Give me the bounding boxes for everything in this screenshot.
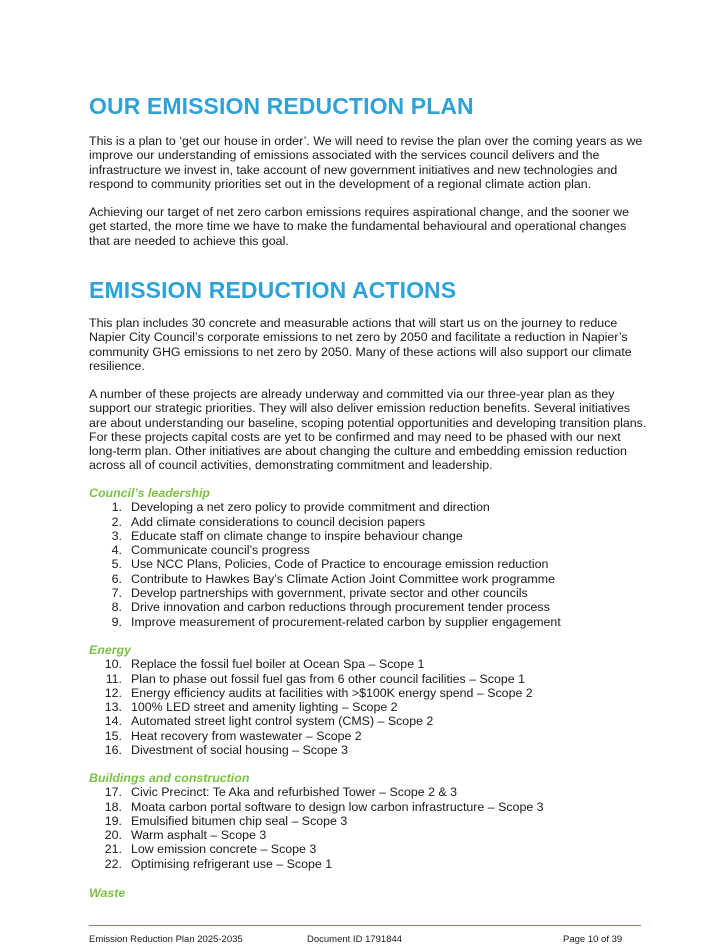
action-text: Plan to phase out fossil fuel gas from 6 other council facilities – Scope 1 <box>131 671 525 686</box>
section-councils-leadership <box>89 486 561 629</box>
action-text: Use NCC Plans, Policies, Code of Practice to encourage emission reduction <box>131 557 549 572</box>
action-list-item <box>89 557 561 571</box>
section-title-waste: Waste <box>89 886 126 900</box>
buildings-action-list <box>89 785 544 871</box>
action-text: Add climate considerations to council decision papers <box>131 514 426 529</box>
action-number: 5. <box>111 557 122 572</box>
action-list-item <box>89 543 561 557</box>
action-text: Develop partnerships with government, private sector and other councils <box>131 586 528 601</box>
action-list-item <box>89 586 561 600</box>
action-list-item <box>89 857 544 871</box>
action-list-item <box>89 743 533 757</box>
action-number: 11. <box>105 671 122 686</box>
action-number: 13. <box>104 700 122 715</box>
action-text: Civic Precinct: Te Aka and refurbished Tower – Scope 2 & 3 <box>131 785 458 800</box>
heading-emission-reduction-plan: OUR EMISSION REDUCTION PLAN <box>89 93 474 119</box>
action-text: Optimising refrigerant use – Scope 1 <box>131 856 333 871</box>
action-number: 1. <box>111 500 122 515</box>
footer-page-number: Page 10 of 39 <box>563 934 623 945</box>
action-text: Energy efficiency audits at facilities with >$100K energy spend – Scope 2 <box>131 685 533 700</box>
action-number: 10. <box>104 657 122 672</box>
section-title-energy: Energy <box>89 643 132 657</box>
action-list-item <box>89 615 561 629</box>
action-number: 9. <box>111 614 122 629</box>
section-waste <box>89 886 125 900</box>
action-list-item <box>89 828 544 842</box>
action-text: Emulsified bitumen chip seal – Scope 3 <box>131 813 348 828</box>
action-number: 14. <box>104 714 122 729</box>
action-text: Drive innovation and carbon reductions through procurement tender process <box>131 600 550 615</box>
action-list-item <box>89 529 561 543</box>
action-number: 22. <box>104 856 122 871</box>
heading-emission-reduction-actions: EMISSION REDUCTION ACTIONS <box>89 277 457 303</box>
action-list-item <box>89 672 533 686</box>
action-number: 16. <box>104 743 122 758</box>
action-list-item <box>89 500 561 514</box>
action-number: 2. <box>111 514 122 529</box>
action-number: 19. <box>104 813 122 828</box>
footer-document-title: Emission Reduction Plan 2025-2035 <box>89 934 243 945</box>
section-energy <box>89 643 533 757</box>
leadership-action-list <box>89 500 561 629</box>
action-number: 12. <box>104 685 122 700</box>
energy-action-list <box>89 657 533 757</box>
action-number: 7. <box>111 586 122 601</box>
section-title-leadership: Council’s leadership <box>89 486 210 500</box>
plan-paragraph-2: Achieving our target of net zero carbon emissions requires aspirational change, and the sooner we get started, the more time we have to make the fundamental behavioural and operational changes that are needed to achieve this goal. <box>89 205 629 248</box>
action-list-item <box>89 842 544 856</box>
action-number: 21. <box>104 842 122 857</box>
action-number: 4. <box>111 543 122 558</box>
action-list-item <box>89 714 533 728</box>
action-text: Moata carbon portal software to design low carbon infrastructure – Scope 3 <box>131 799 544 814</box>
action-number: 8. <box>111 600 122 615</box>
action-text: Low emission concrete – Scope 3 <box>131 842 317 857</box>
action-number: 18. <box>104 799 122 814</box>
plan-paragraph-1: This is a plan to ‘get our house in order’. We will need to revise the plan over the coming years as we improve our understanding of emissions associated with the services council delivers and the infrastructure we invest in, take account of new government initiatives and new technologies and respond to community priorities set out in the development of a regional climate action plan. <box>89 134 643 191</box>
action-list-item <box>89 657 533 671</box>
action-text: Improve measurement of procurement-related carbon by supplier engagement <box>131 614 561 629</box>
action-number: 6. <box>111 571 122 586</box>
action-list-item <box>89 600 561 614</box>
action-list-item <box>89 785 544 799</box>
action-text: Heat recovery from wastewater – Scope 2 <box>131 728 362 743</box>
footer-document-id: Document ID 1791844 <box>307 934 403 945</box>
footer-rule <box>89 925 641 926</box>
action-list-item <box>89 686 533 700</box>
action-text: 100% LED street and amenity lighting – Scope 2 <box>131 700 398 715</box>
action-text: Divestment of social housing – Scope 3 <box>131 743 348 758</box>
action-number: 17. <box>104 785 122 800</box>
action-number: 15. <box>104 728 122 743</box>
action-list-item <box>89 515 561 529</box>
action-text: Developing a net zero policy to provide commitment and direction <box>131 500 490 515</box>
section-buildings-and-construction <box>89 771 544 871</box>
section-title-buildings: Buildings and construction <box>89 771 250 785</box>
action-text: Educate staff on climate change to inspire behaviour change <box>131 528 463 543</box>
action-text: Warm asphalt – Scope 3 <box>131 828 267 843</box>
action-list-item <box>89 729 533 743</box>
action-number: 20. <box>104 828 122 843</box>
action-text: Communicate council’s progress <box>131 543 310 558</box>
action-text: Replace the fossil fuel boiler at Ocean Spa – Scope 1 <box>131 657 425 672</box>
action-list-item <box>89 700 533 714</box>
actions-paragraph-2: A number of these projects are already underway and committed via our three-year plan as they support our strategic priorities. They will also deliver emission reduction benefits. Several initiatives are about understanding our baseline, scoping potential opportunities and developing transition plans. For these projects capital costs are yet to be confirmed and may need to be phased with our next long-term plan. Other initiatives are about changing the culture and embedding emission reduction across all of council activities, demonstrating commitment and leadership. <box>89 387 647 473</box>
action-number: 3. <box>111 528 122 543</box>
action-text: Contribute to Hawkes Bay’s Climate Action Joint Committee work programme <box>131 571 555 586</box>
action-list-item <box>89 800 544 814</box>
action-list-item <box>89 814 544 828</box>
action-text: Automated street light control system (CMS) – Scope 2 <box>131 714 434 729</box>
action-list-item <box>89 572 561 586</box>
actions-paragraph-1: This plan includes 30 concrete and measurable actions that will start us on the journey to reduce Napier City Council’s corporate emissions to net zero by 2050 and facilitate a reduction in Napier’s community GHG emissions to net zero by 2050. Many of these actions will also support our climate resilience. <box>89 316 632 373</box>
